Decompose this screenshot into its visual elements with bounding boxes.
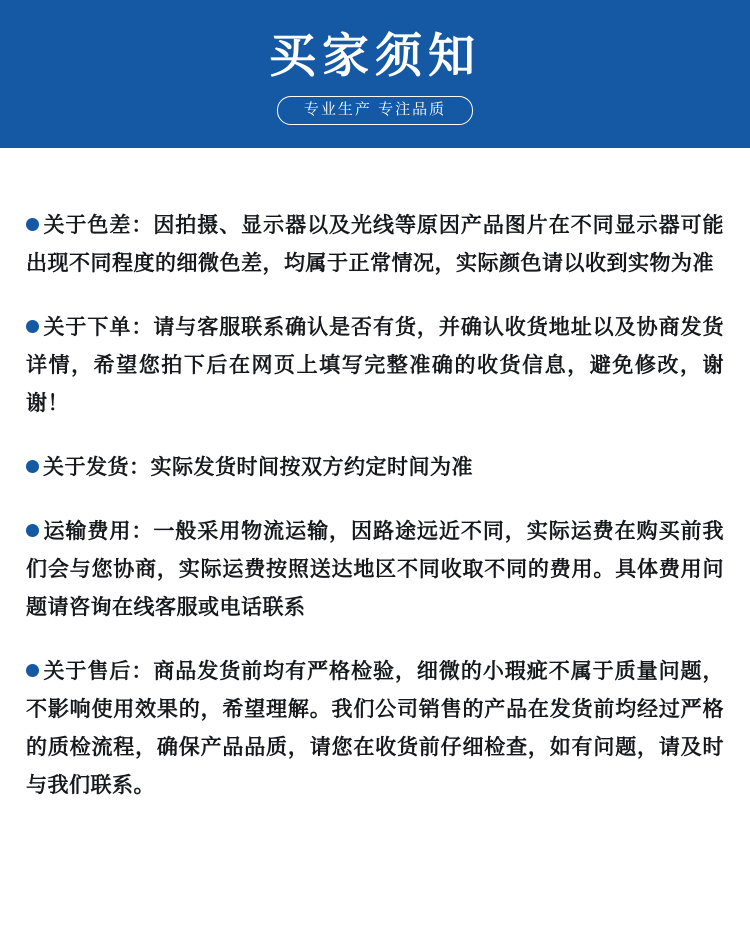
notice-list bbox=[0, 148, 750, 805]
notice-text: 请与客服联系确认是否有货，并确认收货地址以及协商发货详情，希望您拍下后在网页上填写完整准确的收货信息，避免修改，谢谢！ bbox=[26, 316, 725, 415]
notice-label: 运输费用： bbox=[43, 520, 154, 543]
notice-item bbox=[26, 449, 724, 487]
notice-text: 因拍摄、显示器以及光线等原因产品图片在不同显示器可能出现不同程度的细微色差，均属于正常情况，实际颜色请以收到实物为准 bbox=[26, 214, 725, 275]
banner-subtitle-wrap bbox=[277, 96, 473, 125]
bullet-icon bbox=[26, 320, 39, 333]
notice-text: 实际发货时间按双方约定时间为准 bbox=[150, 456, 473, 479]
notice-item bbox=[26, 309, 724, 423]
bullet-icon bbox=[26, 460, 39, 473]
notice-label: 关于下单： bbox=[43, 316, 154, 339]
header-banner bbox=[0, 0, 750, 148]
notice-label: 关于售后： bbox=[43, 660, 154, 683]
notice-text: 商品发货前均有严格检验，细微的小瑕疵不属于质量问题，不影响使用效果的，希望理解。我们公司销售的产品在发货前均经过严格的质检流程，确保产品品质，请您在收货前仔细检查，如有问题，请及时与我们联系。 bbox=[26, 660, 725, 797]
notice-label: 关于发货： bbox=[43, 456, 151, 479]
bullet-icon bbox=[26, 524, 39, 537]
bullet-icon bbox=[26, 218, 39, 231]
notice-item bbox=[26, 207, 724, 283]
notice-item bbox=[26, 653, 724, 805]
notice-label: 关于色差： bbox=[43, 214, 154, 237]
notice-text: 一般采用物流运输，因路途远近不同，实际运费在购买前我们会与您协商，实际运费按照送达地区不同收取不同的费用。具体费用问题请咨询在线客服或电话联系 bbox=[26, 520, 725, 619]
notice-item bbox=[26, 513, 724, 627]
banner-subtitle-badge: 专业生产 专注品质 bbox=[277, 96, 473, 125]
bullet-icon bbox=[26, 664, 39, 677]
page-title: 买家须知 bbox=[269, 29, 481, 82]
